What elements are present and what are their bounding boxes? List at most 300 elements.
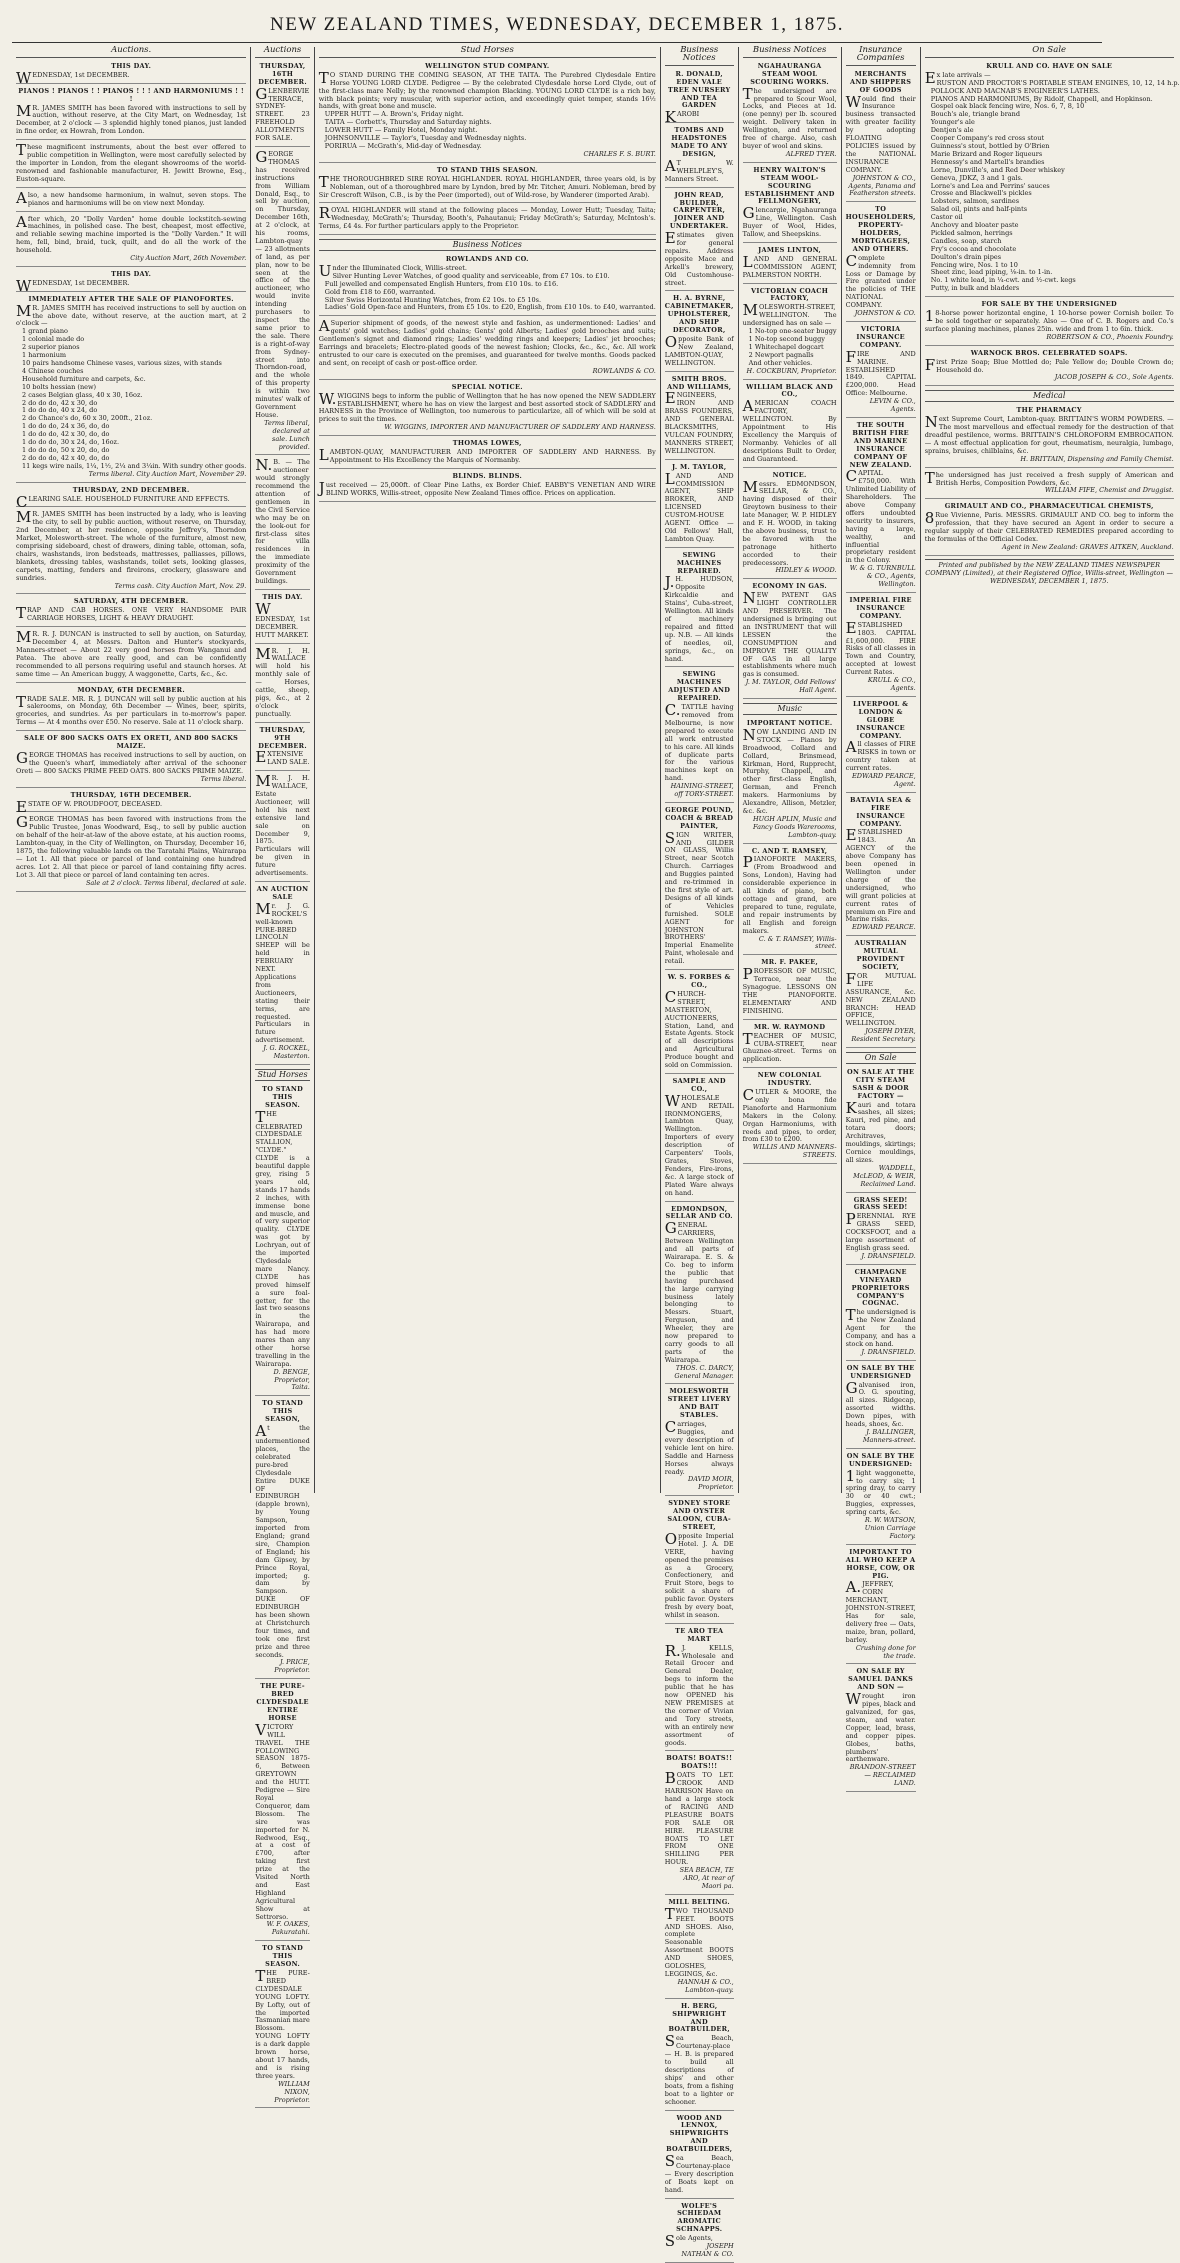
- ad-body: CUTLER & MOORE, the only bona fide Pianoforte and Harmonium Makers in the Colony. Organ Harmoniums, with reeds and pipes, to order, from £30 to £200.: [742, 1086, 837, 1144]
- ad-signature: JOSEPH DYER, Resident Secretary.: [851, 1027, 916, 1044]
- column-heading: Auctions.: [16, 47, 246, 58]
- advertisement: [319, 61, 656, 163]
- ad-body: TRAP AND CAB HORSES. ONE VERY HANDSOME PAIR CARRIAGE HORSES, LIGHT & HEAVY DRAUGHT.: [16, 604, 247, 623]
- ad-signature: SEA BEACH, TE ARO, At rear of Maori pa.: [679, 1866, 734, 1890]
- column-heading: Insurance Companies: [846, 47, 916, 66]
- ad-body: At the undermentioned places, the celebrated pure-bred Clydesdale Entire DUKE OF EDINBURGH (dapple brown), by Young Sampson, imported from England; grand sire, Champion of England; his dam Gipsey, by Prince Royal, imported; g. dam by Sampson. DUKE OF EDINBURGH has been shown at Christchurch four times, and took one first prize and three seconds.: [255, 1422, 310, 1659]
- advertisement: [846, 595, 916, 697]
- advertisement: [665, 1204, 734, 1385]
- ad-list-item: Silver Swiss Horizontal Hunting Watches, from £2 10s. to £5 10s.: [324, 295, 542, 304]
- ad-list-item: No. 1 white lead, in ¼-cwt. and ½-cwt. kegs: [930, 276, 1076, 285]
- advertisement: [665, 293, 734, 371]
- ad-list-item: Full jewelled and compensated English Hunters, from £10 10s. to £16.: [324, 279, 559, 288]
- advertisement: [846, 938, 916, 1048]
- column-heading: Business Notices: [743, 47, 837, 58]
- ad-signature: W. F. OAKES, Pakuratahi.: [266, 1920, 310, 1937]
- ad-body: J.H. HUDSON, Opposite Kirkcaldie and Stains', Cuba-street, Wellington. All kinds of machinery repaired and fitted up. N.B. — All kinds of needles, oil, springs, &c., on hand.: [664, 573, 734, 663]
- ad-body: TEACHER OF MUSIC, CUBA-STREET, near Ghuznee-street. Terms on application.: [742, 1029, 837, 1064]
- ad-list-item: 2 do do do, 42 x 40, do, do: [22, 453, 110, 462]
- ad-list-item: 1 No-top one-seater buggy: [748, 327, 837, 336]
- ad-body: WEDNESDAY, 1st DECEMBER.: [16, 276, 130, 295]
- advertisement: [925, 501, 1174, 555]
- ad-signature: JOHNSTON & CO., Agents, Panama and Featherston streets.: [848, 173, 916, 198]
- ad-body: MR. J. H. WALLACE will hold his monthly sale of — Horses, cattle, sheep, pigs, &c., at 2 o'clock punctually.: [255, 644, 310, 718]
- section-heading: Medical: [925, 390, 1174, 402]
- advertisement: [665, 2001, 734, 2111]
- ad-body: These magnificent instruments, about the best ever offered to public competition in Wellington, were most carefully selected by the importer in London, from the elegant showrooms of the world-renowned and fashionable manufacturer, H. Jewitt Browne, Esq., Euston-square.: [16, 141, 247, 183]
- ad-title: ECONOMY IN GAS.: [752, 582, 827, 591]
- ad-list-item: 1 do do do, 42 x 30, do, do: [22, 430, 110, 439]
- ad-body: SIGN WRITER, AND GILDER ON GLASS, Willis Street, near Scotch Church. Carriages and Buggies painted and re-trimmed in the first style of art. Designs of all kinds of Vehicles furnished. SOLE AGENT for JOHNSTON BROTHERS' Imperial Enamelite Paint, wholesale and retail.: [664, 828, 734, 966]
- ad-body: Complete indemnity from Loss or Damage by Fire granted under the policies of THE NATIONAL COMPANY.: [845, 251, 916, 310]
- advertisement: [319, 318, 656, 379]
- ad-title: SEWING MACHINES ADJUSTED AND REPAIRED.: [668, 670, 731, 703]
- advertisement: [664, 69, 734, 127]
- ad-list-item: Geneva, JDKZ, 3 and 1 gals.: [930, 173, 1023, 182]
- ad-signature: CHARLES F. S. BURT.: [583, 149, 656, 158]
- ad-body: The undersigned are prepared to Scour Wool, Locks, and Pieces at 1d. (one penny) per lb. scoured weight. Delivery taken in Wellington, and returned free of charge. Also, cash buyer of wool and skins.: [742, 84, 837, 150]
- ad-list-item: TAITA — Corbett's, Thursday and Saturday nights.: [324, 118, 492, 127]
- advertisement: [319, 165, 656, 204]
- ad-list-item: 1 do do do, 30 x 24, do, 16oz.: [22, 438, 120, 447]
- ad-body: Opposite Bank of New Zealand, LAMBTON-QUAY, WELLINGTON.: [664, 333, 734, 367]
- ad-list: [743, 328, 837, 368]
- advertisement: [925, 299, 1174, 346]
- advertisement: [665, 462, 734, 548]
- advertisement: [743, 1022, 837, 1069]
- ad-list-item: 4 Chinese couches: [22, 366, 84, 375]
- ad-list-item: 10 bolts hessian (new): [22, 382, 97, 391]
- advertisement: [846, 795, 916, 936]
- ad-body: W.WIGGINS begs to inform the public of Wellington that he has now opened the NEW SADDLERY ESTABLISHMENT, where he has on view the largest and best assorted stock of SADDLERY and HARNESS in the Province of Wellington, too numerous to particularize, all of which will be sold at prices to suit the times.: [318, 389, 656, 424]
- imprint: Printed and published by the NEW ZEALAND TIMES NEWSPAPER COMPANY (Limited), at their Registered Office, Willis-street, Wellington — WEDNESDAY, DECEMBER 1, 1875.: [925, 560, 1174, 585]
- column: [660, 45, 738, 2258]
- advertisement: [255, 1681, 309, 1941]
- ad-title: MR. W. RAYMOND: [753, 1022, 826, 1031]
- ad-body: THE CELEBRATED CLYDESDALE STALLION, "CLYDE." CLYDE is a beautiful dapple grey, rising 5 years old, stands 17 hands 2 inches, with immense bone and muscle, and of very superior quality. CLYDE was got by Lochryan, out of the imported Clydesdale mare Nancy. CLYDE has proved himself a sure foal-getter, for the last two seasons in the Wairarapa, and has had more mares than any other horse travelling in the Wairarapa.: [255, 1107, 310, 1368]
- ad-body: Would find their Insurance business transacted with greater facility by adopting FLOATING POLICIES issued by the NATIONAL INSURANCE COMPANY.: [845, 92, 916, 174]
- ad-list: [925, 78, 1180, 293]
- ad-signature: J. DRANSFIELD.: [861, 1347, 916, 1356]
- ad-signature: ALFRED TYER.: [785, 149, 837, 158]
- advertisement: [743, 957, 837, 1019]
- advertisement: [846, 420, 916, 593]
- ad-list-item: Candles, soap, starch: [930, 236, 1002, 245]
- advertisement: [665, 805, 734, 970]
- ad-title: BOATS! BOATS!! BOATS!!!: [666, 1754, 733, 1771]
- ad-body: WHOLESALE AND RETAIL IRONMONGERS, Lambton Quay, Wellington. Importers of every description of Carpenters' Tools, Grates, Stoves, Fenders, Fire-irons, &c. A large stock of Plated Ware always on hand.: [664, 1091, 734, 1197]
- advertisement: [255, 884, 309, 1065]
- ad-body: MR. JAMES SMITH has been instructed by a lady, who is leaving the city, to sell by public auction, without reserve, on Thursday, 2nd December, at her residence, opposite Jeffrey's, Thorndon Market, Molesworth-street. The whole of the furniture, almost new, comprising sideboard, chest of drawers, dining table, ottoman, sofa, chairs, washstands, iron bedsteads, mattresses, palliasses, pillows, blankets, dressing tables, washstands, toilet sets, looking glasses, carpets, matting, fenders and fireirons, crockery, glassware and sundries.: [16, 508, 247, 582]
- advertisement: [255, 1943, 309, 2108]
- ad-signature: D. BENGE, Proprietor, Taita.: [273, 1367, 310, 1392]
- ad-body: TRADE SALE. MR. R. J. DUNCAN will sell by public auction at his salerooms, on Monday, 6th December — Wines, beer, spirits, groceries, and sundries. As per particulars in to-morrow's paper. Terms — At 4 months over £50. No reserve. Sale at 11 o'clock sharp.: [16, 692, 247, 727]
- ad-body: MOLESWORTH-STREET, WELLINGTON. The undersigned has on sale —: [742, 301, 837, 328]
- advertisement: [846, 1666, 916, 1792]
- ad-list-item: Gold from £18 to £60, warranted.: [324, 287, 436, 296]
- advertisement: [665, 550, 734, 668]
- section-heading: Stud Horses: [255, 1069, 309, 1081]
- ad-list-item: Marie Brizard and Roger liqueurs: [930, 149, 1043, 158]
- ad-title: MONDAY, 6TH DECEMBER.: [77, 685, 185, 694]
- ad-list-item: Doulton's drain pipes: [930, 252, 1002, 261]
- ad-body: KAROBI: [664, 108, 700, 127]
- ad-body: Wrought iron pipes, black and galvanized, for gas, steam, and water. Copper, lead, brass, and copper pipes. Globes, baths, plumbers' earthenware.: [845, 1690, 916, 1764]
- ad-list-item: PIANOS AND HARMONIUMS, By Ridolf, Chappell, and Hopkinson.: [930, 94, 1153, 103]
- ad-body: WEDNESDAY, 1st DECEMBER. HUTT MARKET.: [255, 599, 310, 639]
- ad-list-item: Guinness's stout, bottled by O'Brien: [930, 141, 1050, 150]
- ad-title: SYDNEY STORE AND OYSTER SALOON, CUBA-STREET,: [667, 1499, 732, 1531]
- advertisement: [16, 596, 246, 627]
- ad-body: THE PURE-BRED CLYDESDALE YOUNG LOFTY. By Lofty, out of the imported Tasmanian mare Blossom. YOUNG LOFTY is a dark dapple brown horse, about 17 hands, and is rising three years.: [255, 1967, 310, 2080]
- ad-body: Kauri and totara sashes, all sizes; Kauri, red pine, and totara doors; Architraves, mouldings, skirtings; Cornice mouldings, all sizes.: [845, 1098, 916, 1164]
- advertisement: [16, 509, 246, 594]
- ad-body: Opposite Imperial Hotel. J. A. DE VERE, having opened the premises as a Grocery, Confectionery, and Fruit Store, begs to solicit a share of public favor. Oysters fresh by every boat, whilst in season.: [664, 1529, 734, 1619]
- ad-body: Next Supreme Court, Lambton-quay. BRITTAIN'S WORM POWDERS. — The most marvellous and effectual remedy for the destruction of that dreadful pestilence, worms. BRITTAIN'S CHLOROFORM EMBROCATION. — A most effectual application for gout, rheumatism, neuralgia, lumbago, sprains, bruises, chilblains, &c.: [924, 413, 1174, 455]
- ad-signature: WILLIAM NIXON, Proprietor.: [274, 2079, 310, 2104]
- ad-body: TWO THOUSAND FEET. BOOTS AND SHOES. Also, complete Seasonable Assortment BOOTS AND SHOES, GOLOSHES, LEGGINGS, &c.: [664, 1904, 734, 1978]
- section-heading: Music: [743, 703, 837, 715]
- ad-list-item: Anchovy and bloater paste: [930, 221, 1019, 230]
- advertisement: [255, 149, 309, 455]
- ad-title: SMITH BROS. AND WILLIAMS,: [667, 374, 732, 391]
- ad-title: TO STAND THIS SEASON.: [436, 165, 538, 174]
- column-heading: Auctions: [255, 47, 309, 58]
- ad-body: PROFESSOR OF MUSIC, Terrace, near the Synagogue. LESSONS ON THE PIANOFORTE. ELEMENTARY AND FINISHING.: [742, 965, 837, 1015]
- advertisement: [665, 2201, 734, 2263]
- ad-signature: R. W. WATSON, Union Carriage Factory.: [864, 1516, 916, 1540]
- ad-body: Under the Illuminated Clock, Willis-street.: [318, 261, 467, 280]
- advertisement: [16, 629, 246, 682]
- ad-signature: City Auction Mart, 26th November.: [130, 254, 247, 263]
- ad-list-item: 2 cases Belgian glass, 40 x 30, 16oz.: [22, 390, 143, 399]
- ad-body: A.JEFFREY, CORN MERCHANT, JOHNSTON-STREET, Has for sale, delivery free — Oats, maize, bran, pollard, barley.: [845, 1578, 916, 1644]
- advertisement: [743, 581, 837, 699]
- ad-signature: H. COCKBURN, Proprietor.: [746, 366, 837, 375]
- masthead: NEW ZEALAND TIMES, WEDNESDAY, DECEMBER 1, 1875.: [12, 6, 1102, 43]
- ad-list-item: Lorne, Dunville's, and Red Deer whiskey: [930, 165, 1065, 174]
- column: [738, 47, 841, 1493]
- ad-body: GEORGE THOMAS has received instructions to sell by auction, on the Queen's wharf, immediately after arrival of the schooner Oreti — 800 SACKS PRIME FEED OATS. 800 SACKS PRIME MAIZE.: [16, 748, 247, 775]
- advertisement: [16, 485, 246, 511]
- ad-title: THIS DAY.: [111, 61, 152, 70]
- advertisement: [846, 324, 916, 418]
- section-heading: On Sale: [846, 1052, 916, 1064]
- ad-title: SATURDAY, 4TH DECEMBER.: [73, 597, 189, 606]
- ad-title: SALE OF 800 SACKS OATS EX ORETI, AND 800 SACKS MAIZE.: [24, 734, 239, 751]
- ad-signature: Terms liberal, declared at sale. Lunch provided.: [264, 418, 310, 451]
- advertisement: [846, 204, 916, 322]
- ad-body: ROYAL HIGHLANDER will stand at the following places — Monday, Lower Hutt; Tuesday, Taita; Wednesday, McGrath's; Thursday, Booth's, Pahautanui; Friday McGrath's; Saturday, McIntosh's. Terms, £4 4s. For further particulars apply to the Proprietor.: [318, 204, 656, 231]
- ad-list-item: Gospel oak black fencing wire, Nos. 6, 7, 8, 10: [930, 102, 1085, 111]
- column: [841, 45, 920, 1788]
- ad-body: 18-horse power horizontal engine, 1 10-horse power Cornish boiler. To be sold together or separately. Also — One of C. B. Rogers and Co.'s surface planing machines, planes 25in. wide and from 1 to 6in. thick.: [924, 307, 1174, 333]
- ad-list-item: 10 pairs handsome Chinese vases, various sizes, with stands: [22, 359, 222, 367]
- advertisement: [665, 1386, 734, 1496]
- advertisement: [16, 86, 246, 140]
- ad-signature: H. BRITTAIN, Dispensing and Family Chemist.: [1020, 454, 1174, 463]
- advertisement: [319, 471, 656, 502]
- ad-body: GEORGE THOMAS has received instructions from William Donald, Esq., to sell by auction, on Thursday, December 16th, at 2 o'clock, at his rooms, Lambton-quay — 23 allotments of land, as per plan, now to be seen at the office of the auctioneer, who would invite intending purchasers to inspect the same prior to the sale. There is a right-of-way from Sydney-street into Thorndon-road, and the whole of this property is within two minutes' walk of Government House.: [255, 147, 310, 419]
- ad-title: BATAVIA SEA & FIRE INSURANCE COMPANY.: [849, 795, 912, 828]
- ad-title: WELLINGTON STUD COMPANY.: [425, 61, 550, 70]
- ad-list-item: Household furniture and carpets, &c.: [22, 374, 146, 383]
- ad-body: AT W. WHELPLEY'S, Manners Street.: [664, 156, 734, 183]
- ad-body: Carriages, Buggies, and every description of vehicle lent on hire. Saddle and Harness Horses always ready.: [664, 1418, 734, 1476]
- ad-title: H. BERG, SHIPWRIGHT AND BOATBUILDER,: [668, 2001, 730, 2034]
- advertisement: [319, 382, 656, 436]
- advertisement: [16, 294, 246, 483]
- advertisement: [743, 61, 837, 163]
- ad-body: FOR MUTUAL LIFE ASSURANCE, &c. NEW ZEALAND BRANCH: HEAD OFFICE, WELLINGTON.: [845, 969, 916, 1028]
- advertisement: [16, 733, 246, 787]
- ad-body: The undersigned is the New Zealand Agent for the Company, and has a stock on hand.: [845, 1306, 916, 1348]
- advertisement: [925, 470, 1174, 500]
- ad-title: KRULL AND CO. HAVE ON SALE: [986, 61, 1113, 70]
- ad-body: LAMBTON-QUAY, MANUFACTURER AND IMPORTER OF SADDLERY AND HARNESS. By Appointment to His Excellency the Marquis of Normanby.: [318, 446, 656, 465]
- ad-title: MOLESWORTH STREET LIVERY AND BAIT STABLES.: [667, 1387, 731, 1420]
- ad-body: EXTENSIVE LAND SALE.: [255, 748, 310, 767]
- ad-signature: Crushing done for the trade.: [855, 1643, 916, 1660]
- ad-list-item: Salad oil, pints and half-pints: [930, 205, 1028, 214]
- ad-title: WOOD AND LENNOX, SHIPWRIGHTS AND BOATBUILDERS,: [666, 2113, 733, 2154]
- ad-title: WILLIAM BLACK AND CO.,: [746, 382, 834, 399]
- ad-signature: JOSEPH NATHAN & CO.: [681, 2242, 734, 2258]
- ad-signature: HUGH APLIN, Music and Fancy Goods Warerooms, Lambton-quay.: [752, 814, 837, 839]
- ad-title: LIVERPOOL & LONDON & GLOBE INSURANCE COMPANY.: [853, 699, 909, 740]
- ad-title: IMPORTANT NOTICE.: [746, 718, 833, 727]
- advertisement: [16, 142, 246, 188]
- advertisement: [319, 254, 656, 316]
- ad-list-item: 1 colonial made do: [22, 335, 85, 344]
- ad-body: AMERICAN COACH FACTORY, WELLINGTON. By Appointment to His Excellency the Marquis of Normanby. Vehicles of all descriptions Built to Order, and Guaranteed.: [742, 397, 837, 463]
- ad-signature: Terms liberal.: [200, 774, 247, 783]
- ad-title: TO STAND THIS SEASON,: [262, 1399, 304, 1424]
- advertisement: [255, 592, 309, 644]
- ad-list-item: UPPER HUTT — A. Brown's, Friday night.: [324, 110, 464, 119]
- ad-list-item: JOHNSONVILLE — Taylor's, Tuesday and Wednesday nights.: [324, 134, 527, 143]
- ad-title: THE PURE-BRED CLYDESDALE ENTIRE HORSE: [256, 1682, 309, 1722]
- ad-body: PERENNIAL RYE GRASS SEED, COCKSFOOT, and a large assortment of English grass seed.: [845, 1210, 916, 1252]
- ad-body: Galvanised iron, O. G. spouting, all sizes. Ridgecap, assorted widths. Down pipes, with heads, shoes, &c.: [845, 1378, 916, 1429]
- ad-signature: HAINING-STREET, off TORY-STREET.: [670, 782, 734, 799]
- ad-list-item: Castor oil: [930, 213, 963, 222]
- advertisement: [255, 1084, 309, 1397]
- ad-title: SEWING MACHINES REPAIRED.: [676, 550, 722, 575]
- advertisement: [925, 405, 1174, 467]
- advertisement: [16, 814, 246, 891]
- ad-title: PIANOS ! PIANOS ! ! PIANOS ! ! ! AND HARMONIUMS ! ! !: [18, 86, 244, 103]
- ad-title: GRASS SEED! GRASS SEED!: [853, 1195, 908, 1212]
- advertisement: [255, 1398, 309, 1679]
- columns: [12, 45, 1180, 2258]
- ad-body: Mr. J. G. ROCKEL'S well-known PURE-BRED LINCOLN SHEEP will be held in FEBRUARY NEXT. Applications from Auctioneers, stating their terms, are requested. Particulars in future advertisement.: [255, 899, 310, 1045]
- advertisement: [846, 1267, 916, 1361]
- ad-signature: BRANDON-STREET — RECLAIMED LAND.: [849, 1763, 916, 1788]
- ad-signature: Terms cash. City Auction Mart, Nov. 29.: [114, 581, 247, 590]
- ad-title: R. DONALD, EDEN VALE TREE NURSERY AND TEA GARDEN: [667, 69, 731, 110]
- ad-body: All classes of FIRE RISKS in town or country taken at current rates.: [845, 738, 916, 773]
- advertisement: [665, 1897, 734, 1999]
- ad-signature: W. WIGGINS, IMPORTER AND MANUFACTURER OF SADDLERY AND HARNESS.: [384, 423, 656, 432]
- ad-list-item: 1 harmonium: [22, 351, 67, 360]
- ad-list-item: 1 grand piano: [22, 327, 68, 336]
- ad-list-item: Ladies' Gold Open-face and Hunters, from £5 10s. to £20, English, from £10 10s. to £40, warranted.: [324, 303, 656, 312]
- ad-list-item: Cooper Company's red cross stout: [930, 134, 1045, 143]
- ad-title: TO STAND THIS SEASON.: [262, 1944, 304, 1969]
- ad-body: The undersigned has just received a fresh supply of American and British Herbs, Composition Powders, &c.: [924, 468, 1174, 487]
- ad-title: THIS DAY.: [111, 269, 152, 278]
- ad-title: THE PHARMACY: [1016, 406, 1082, 415]
- ad-body: N.B. — The auctioneer would strongly recommend the attention of gentlemen in the Civil Service who may be on the look-out for first-class sites for villa residences in the immediate proximity of the Government buildings.: [255, 456, 310, 585]
- advertisement: [665, 1076, 734, 1202]
- ad-list-item: 2 do Chance's do, 60 x 30, 200ft., 21oz.: [22, 414, 153, 423]
- ad-body: FIRE AND MARINE. ESTABLISHED 1849. CAPITAL £200,000. Head Office: Melbourne.: [845, 347, 916, 398]
- advertisement: [16, 61, 246, 87]
- section-heading: Business Notices: [319, 239, 656, 251]
- ad-title: W. S. FORBES & CO.,: [667, 973, 731, 989]
- ad-list-item: 1 No-top second buggy: [748, 335, 825, 343]
- advertisement: [743, 382, 837, 468]
- column: [12, 47, 250, 1493]
- advertisement: [16, 269, 246, 295]
- ad-title: NGAHAURANGA STEAM WOOL SCOURING WORKS.: [750, 61, 829, 86]
- ad-signature: THOS. C. DARCY, General Manager.: [674, 1363, 734, 1380]
- ad-title: THURSDAY, 2ND DECEMBER.: [72, 485, 190, 494]
- ad-title: MR. F. PAKEE,: [761, 958, 819, 967]
- advertisement: [846, 1451, 916, 1545]
- ad-body: MR. J. H. WALLACE, Estate Auctioneer, will hold his next extensive land sale on December 9, 1875. Particulars will be given in future advertisements.: [255, 772, 310, 878]
- ad-list-item: Sheet zinc, lead piping, ⅛-in. to 1-in.: [930, 268, 1053, 277]
- ad-body: MR. JAMES SMITH has received instructions to sell by auction on the above date, without reserve, at the auction mart, at 2 o'clock —: [16, 301, 247, 328]
- ad-body: C.TATTLE having removed from Melbourne, is now prepared to execute all work entrusted to his care. All kinds of duplicate parts for the various machines kept on hand.: [664, 701, 734, 783]
- ad-body: ESTABLISHED 1843. An AGENCY of the above Company has been opened in Wellington under charge of the undersigned, who will grant policies at current rates of premium on Fire and Marine risks.: [845, 826, 916, 924]
- ad-title: H. A. BYRNE, CABINETMAKER, UPHOLSTERER, AND SHIP DECORATOR,: [664, 294, 734, 335]
- ad-title: NOTICE.: [772, 470, 807, 479]
- ad-list: [319, 273, 656, 313]
- ad-body: Ex late arrivals —: [924, 68, 991, 87]
- ad-title: THOMAS LOWES,: [452, 439, 522, 448]
- ad-title: JOHN READ, BUILDER, CARPENTER, JOINER AND UNDERTAKER.: [669, 190, 729, 231]
- ad-list-item: PORIRUA — McGrath's, Mid-day of Wednesday.: [324, 141, 482, 150]
- ad-list-item: Dentjen's ale: [930, 126, 974, 135]
- advertisement: [846, 699, 916, 793]
- ad-body: PIANOFORTE MAKERS, (From Broadwood and Sons, London), Having had considerable experience in all kinds of piano, both cottage and grand, are prepared to tune, regulate, and repair instruments by all English and foreign makers.: [742, 853, 837, 935]
- ad-body: ESTABLISHED 1803. CAPITAL £1,600,000. FIRE Risks of all classes in Town and Country, accepted at lowest Current Rates.: [845, 618, 916, 677]
- ad-title: AUSTRALIAN MUTUAL PROVIDENT SOCIETY,: [854, 939, 907, 971]
- ad-body: MR. JAMES SMITH has been favored with instructions to sell by auction, without reserve, at the City Mart, on Wednesday, 1st December, at 2 o'clock — 3 splendid highly toned pianos, just landed in fine order, ex Howrah, from London.: [16, 101, 247, 136]
- ad-signature: LEVIN & CO., Agents.: [869, 397, 916, 414]
- ad-signature: J. M. TAYLOR, Odd Fellows' Hall Agent.: [745, 678, 837, 695]
- advertisement: [743, 470, 837, 580]
- ad-signature: DAVID MOIR, Proprietor.: [688, 1475, 734, 1492]
- ad-body: LAND AND COMMISSION AGENT, SHIP BROKER, AND LICENSED CUSTOM-HOUSE AGENT. Office — Old Fellows' Hall, Lambton Quay.: [664, 469, 734, 543]
- ad-list-item: Bouch's ale, triangle brand: [930, 110, 1021, 119]
- ad-title: IMPERIAL FIRE INSURANCE COMPANY.: [849, 596, 912, 620]
- ad-title: WARNOCK BROS. CELEBRATED SOAPS.: [970, 348, 1128, 357]
- advertisement: [743, 846, 837, 956]
- advertisement: [743, 245, 837, 284]
- advertisement: [16, 214, 246, 267]
- column: [920, 47, 1178, 1493]
- advertisement: [255, 61, 309, 147]
- ad-body: Just received — 25,000ft. of Clear Pine Laths, ex Border Chief. EABBY'S VENETIAN AND WIRE BLIND WORKS, Willis-street, opposite New Zealand Times office. Prices on application.: [318, 478, 656, 497]
- ad-list-item: 1 do do do, 24 x 36, do, do: [22, 422, 110, 431]
- ad-signature: J. G. ROCKEL, Masterton.: [263, 1044, 310, 1061]
- ad-body: VICTORY WILL TRAVEL THE FOLLOWING SEASON 1875-6, Between GREYTOWN and the HUTT. Pedigree — Sire Royal Conqueror, dam Blossom. The sire was imported for N. Redwood, Esq., at a cost of £700, after taking first prize at the Visited North and East Highland Agricultural Show at Settrorso.: [255, 1720, 310, 1921]
- advertisement: [743, 165, 837, 243]
- ad-signature: J. BALLINGER, Manners-street.: [862, 1428, 916, 1444]
- ad-body: CLEARING SALE. HOUSEHOLD FURNITURE AND EFFECTS.: [16, 492, 230, 511]
- ad-body: 1light waggonette, to carry six; 1 spring dray, to carry 30 or 40 cwt.; Buggies, expresses, spring carts, &c.: [845, 1466, 916, 1517]
- ad-title: SPECIAL NOTICE.: [451, 382, 523, 391]
- ad-signature: W. & G. TURNBULL & CO., Agents, Wellington.: [849, 564, 916, 589]
- ad-list-item: 1 Whitechapel dogcart: [748, 342, 824, 351]
- advertisement: [846, 1195, 916, 1265]
- ad-title: VICTORIA INSURANCE COMPANY.: [856, 325, 905, 349]
- advertisement: [255, 773, 309, 882]
- advertisement: [16, 190, 246, 212]
- advertisement: [743, 286, 837, 380]
- ad-body: Estimates given for general repairs. Address opposite Mace and Arkell's brewery, Old Customhouse-street.: [664, 229, 734, 287]
- column-heading: Business Notices: [665, 47, 734, 66]
- advertisement: [925, 348, 1174, 387]
- advertisement: [255, 725, 309, 772]
- ad-list-item: Putty, in bulk and bladders: [930, 284, 1020, 293]
- ad-signature: WILLIS AND MANNERS-STREETS.: [752, 1143, 837, 1160]
- ad-list-item: Fencing wire, Nos. 1 to 10: [930, 260, 1018, 269]
- ad-body: ENGINEERS, IRON AND BRASS FOUNDERS, AND GENERAL BLACKSMITHS, VULCAN FOUNDRY, MANNERS STREET, WELLINGTON.: [664, 389, 734, 455]
- ad-body: ESTATE OF W. PROUDFOOT, DECEASED.: [16, 797, 163, 816]
- ad-title: TE ARO TEA MART: [675, 1626, 724, 1643]
- advertisement: [16, 790, 246, 816]
- ad-list: [16, 328, 246, 470]
- ad-list-item: Younger's ale: [930, 118, 975, 127]
- column: [314, 47, 660, 1493]
- ad-list-item: 2 do do do, 42 x 30, do: [22, 398, 98, 407]
- column-heading: Stud Horses: [319, 47, 656, 58]
- ad-list-item: 11 kegs wire nails, 1¼, 1½, 2¼ and 3¼in. With sundry other goods.: [22, 461, 247, 470]
- ad-signature: Agent in New Zealand: GRAVES AITKEN, Auckland.: [1001, 542, 1174, 551]
- ad-title: J. M. TAYLOR,: [671, 462, 727, 471]
- advertisement: [665, 972, 734, 1074]
- advertisement: [665, 1753, 734, 1894]
- ad-title: GEORGE POUND, COACH & BREAD PAINTER,: [665, 805, 734, 830]
- advertisement: [255, 646, 309, 723]
- ad-signature: WILLIAM FIFE, Chemist and Druggist.: [1044, 486, 1174, 495]
- ad-body: ASuperior shipment of goods, of the newest style and fashion, as undermentioned: Ladies' and gents' gold watches; Ladies' gold chains; Gents' gold Alberts; Ladies' gold brooches and suits; Gentlemen's signet and diamond rings; Ladies' wedding rings and keepers; Ladies' jet brooches; Earrings and bracelets; Electro-plated goods of the newest fashion; Clocks, &c., &c., &c. All work entrusted to our care is executed on the premises, and guaranteed for twelve months. Goods packed and sent, on receipt of cash or post-office order.: [318, 317, 656, 367]
- ad-list-item: Fry's cocoa and chocolate: [930, 244, 1017, 253]
- advertisement: [846, 1067, 916, 1193]
- ad-list: [319, 111, 656, 151]
- ad-body: Sole Agents,: [664, 2232, 713, 2251]
- ad-signature: ROBERTSON & CO., Phoenix Foundry.: [1046, 332, 1174, 341]
- ad-title: THURSDAY, 9TH DECEMBER.: [258, 725, 307, 750]
- ad-list-item: 2 Newport pagnalls: [748, 350, 814, 359]
- ad-title: GRIMAULT AND CO., PHARMACEUTICAL CHEMISTS,: [944, 502, 1154, 511]
- ad-body: After which, 20 "Dolly Varden" home double lockstitch-sewing machines, in polished case. The best, cheapest, most effective, and reliable sewing machine imported is the "Dolly Varden." It will hem, fell, bind, braid, tuck, quilt, and do all the work of the household.: [16, 212, 247, 255]
- ad-title: IMMEDIATELY AFTER THE SALE OF PIANOFORTES.: [28, 294, 234, 303]
- ad-title: JAMES LINTON,: [758, 245, 822, 254]
- ad-title: IMPORTANT TO ALL WHO KEEP A HORSE, COW, OR PIG.: [845, 1547, 916, 1580]
- ad-body: TO STAND DURING THE COMING SEASON, AT THE TAITA. The Purebred Clydesdale Entire Horse YOUNG LORD CLYDE. Pedigree — By the celebrated Clydesdale horse Lord Clyde, out of the first-class mare Nelly; by the renowned champion Blacking. YOUNG LORD CLYDE is a rich bay, with black points; very muscular, with superior action, and exceedingly quiet temper, stands 16½ hands, with great bone and muscle.: [318, 68, 656, 111]
- ad-signature: C. & T. RAMSEY, Willis-street.: [758, 934, 837, 951]
- ad-body: CAPITAL £750,000. With Unlimited Liability of Shareholders. The above Company offers undoubted security to insurers, having a large, wealthy, and influential proprietary resident in the Colony.: [845, 467, 916, 565]
- ad-list-item: LOWER HUTT — Family Hotel, Monday night.: [324, 126, 478, 135]
- ad-list-item: Silver Hunting Lever Watches, of good quality and serviceable, from £7 10s. to £10.: [332, 271, 610, 280]
- advertisement: [665, 2113, 734, 2199]
- advertisement: [743, 1070, 837, 1164]
